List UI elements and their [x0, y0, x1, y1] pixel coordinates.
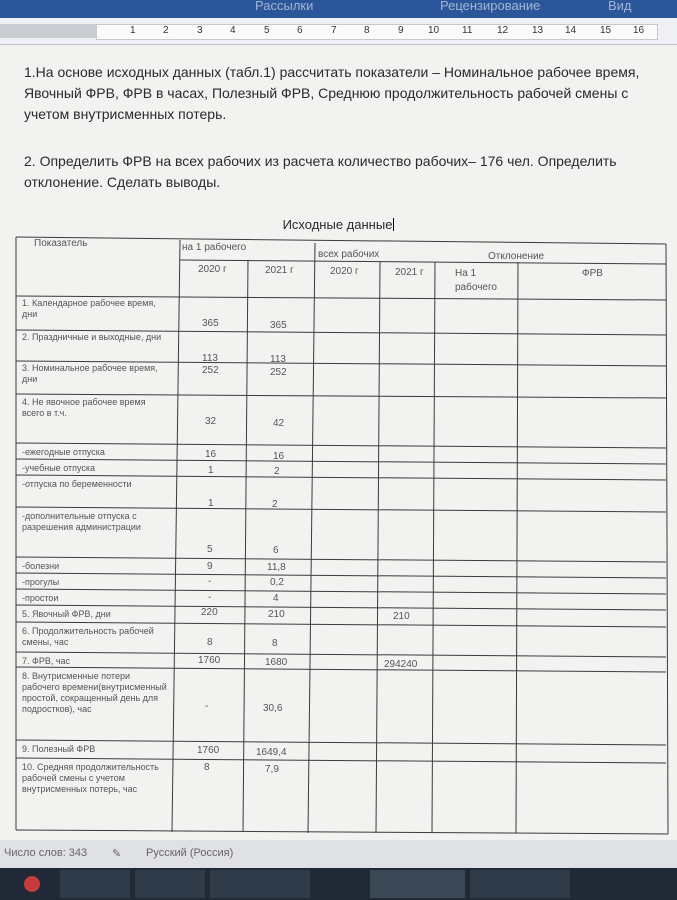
ruler-number: 10	[428, 25, 440, 36]
cell-2020: 365	[202, 318, 219, 329]
ruler-number: 9	[398, 25, 404, 36]
ruler-number: 5	[264, 25, 270, 36]
cell-2020: -	[205, 701, 209, 712]
cell-2020: 252	[202, 365, 219, 376]
cell-2021: 365	[270, 320, 287, 331]
task-2-paragraph: 2. Определить ФРВ на всех рабочих из расчета количество рабочих– 176 чел. Определить отклонение. Сделать выводы.	[24, 153, 617, 190]
taskbar-app[interactable]	[135, 870, 205, 898]
row-label: -учебные отпуска	[22, 463, 96, 473]
cell-2020: 1	[208, 465, 214, 476]
ruler-number: 3	[197, 25, 203, 36]
header-2021: 2021 г	[265, 265, 294, 276]
cell-2020: 8	[204, 762, 210, 773]
start-icon[interactable]	[24, 876, 40, 892]
text-cursor	[393, 218, 394, 231]
cell-2021: 42	[273, 418, 285, 429]
ribbon	[0, 0, 677, 18]
row-label: -простои	[22, 593, 59, 603]
header-2020: 2020 г	[198, 264, 227, 275]
cell-2020: 32	[205, 416, 217, 427]
header-all-2020: 2020 г	[330, 266, 359, 277]
header-dev-frv: ФРВ	[582, 268, 603, 279]
document-page[interactable]	[0, 45, 677, 840]
taskbar-app[interactable]	[210, 870, 310, 898]
ruler-number: 15	[600, 25, 612, 36]
row-label: -отпуска по беременности	[22, 479, 132, 489]
row-label: 8. Внутрисменные потери рабочего времени(внутрисменный простой, сокращенный день для подростков), час	[22, 671, 167, 714]
ruler-number: 4	[230, 25, 236, 36]
ruler-number: 6	[297, 25, 303, 36]
row-label: 9. Полезный ФРВ	[22, 744, 96, 754]
cell-all-2021: 294240	[384, 659, 418, 670]
proofing-icon[interactable]: ✎	[112, 848, 122, 860]
header-all-2021: 2021 г	[395, 267, 424, 278]
cell-2020: 8	[207, 637, 213, 648]
task-1-paragraph: 1.На основе исходных данных (табл.1) рассчитать показатели – Номинальное рабочее время, Явочный ФРВ, ФРВ в часах, Полезный ФРВ, Среднюю продолжительность рабочей смены с учетом внутрисменных потерь.	[24, 64, 640, 122]
ruler-margin	[0, 24, 96, 38]
cell-2020: 113	[202, 353, 218, 364]
cell-2020: 16	[205, 449, 217, 460]
row-label: 6. Продолжительность рабочей смены, час	[22, 626, 154, 647]
cell-2021: 1680	[265, 657, 288, 668]
caption-text: Исходные данные	[282, 217, 393, 232]
taskbar-app[interactable]	[60, 870, 130, 898]
tab-view[interactable]: Вид	[608, 0, 632, 13]
row-label: 5. Явочный ФРВ, дни	[22, 609, 111, 619]
taskbar-word[interactable]	[370, 870, 465, 898]
row-label: 1. Календарное рабочее время, дни	[22, 298, 156, 319]
row-label: -дополнительные отпуска с разрешения администрации	[22, 511, 141, 532]
row-label: 10. Средняя продолжительность рабочей смены с учетом внутрисменных потерь, час	[22, 762, 159, 794]
cell-2021: 8	[272, 638, 278, 649]
taskbar-app[interactable]	[470, 870, 570, 898]
row-label: 3. Номинальное рабочее время, дни	[22, 363, 158, 384]
cell-2020: 9	[207, 561, 213, 572]
cell-2021: 4	[273, 593, 279, 604]
row-label: 7. ФРВ, час	[22, 656, 71, 666]
cell-2021: 0,2	[270, 577, 284, 588]
cell-2020: 5	[207, 544, 213, 555]
row-label: -прогулы	[22, 577, 60, 587]
ruler-number: 1	[130, 25, 136, 36]
header-deviation: Отклонение	[488, 251, 545, 262]
cell-2021: 1649,4	[256, 747, 287, 758]
ruler-number: 14	[565, 25, 577, 36]
cell-2021: 11,8	[267, 562, 286, 573]
ruler-number: 2	[163, 25, 169, 36]
cell-2021: 2	[274, 466, 280, 477]
cell-2021: 210	[268, 609, 285, 620]
header-indicator: Показатель	[34, 238, 88, 249]
cell-2020: 1760	[197, 745, 220, 756]
table-caption	[0, 217, 677, 232]
header-per-worker: на 1 рабочего	[182, 242, 247, 253]
ruler-number: 16	[633, 25, 645, 36]
row-label: 2. Праздничные и выходные, дни	[22, 332, 162, 342]
horizontal-ruler[interactable]	[0, 18, 677, 45]
word-count[interactable]: Число слов: 343	[4, 847, 88, 859]
ruler-number: 12	[497, 25, 509, 36]
ruler-number: 13	[532, 25, 544, 36]
cell-all-2020: 210	[393, 611, 410, 622]
cell-2021: 7,9	[265, 764, 279, 775]
cell-2020: 1	[208, 498, 214, 509]
cell-2021: 113	[270, 354, 286, 365]
language-indicator[interactable]: Русский (Россия)	[146, 847, 234, 859]
header-all-workers: всех рабочих	[318, 249, 380, 260]
cell-2021: 6	[273, 545, 279, 556]
row-label: -болезни	[22, 561, 60, 571]
tab-review[interactable]: Рецензирование	[440, 0, 541, 13]
header-dev-per-worker: На 1 рабочего	[455, 268, 497, 293]
cell-2020: 220	[201, 607, 218, 618]
ruler-number: 7	[331, 25, 337, 36]
cell-2021: 252	[270, 367, 287, 378]
taskbar	[0, 868, 677, 900]
ruler-number: 11	[462, 25, 473, 36]
ruler-number: 8	[364, 25, 370, 36]
cell-2021: 2	[272, 499, 278, 510]
row-label: 4. Не явочное рабочее время всего в т.ч.	[22, 397, 146, 418]
cell-2021: 30,6	[263, 703, 283, 714]
row-label: -ежегодные отпуска	[22, 447, 105, 457]
status-bar	[0, 840, 677, 868]
cell-2020: -	[208, 576, 212, 587]
cell-2020: 1760	[198, 655, 221, 666]
cell-2021: 16	[273, 451, 285, 462]
cell-2020: -	[208, 592, 212, 603]
tab-mailings[interactable]: Рассылки	[255, 0, 314, 13]
